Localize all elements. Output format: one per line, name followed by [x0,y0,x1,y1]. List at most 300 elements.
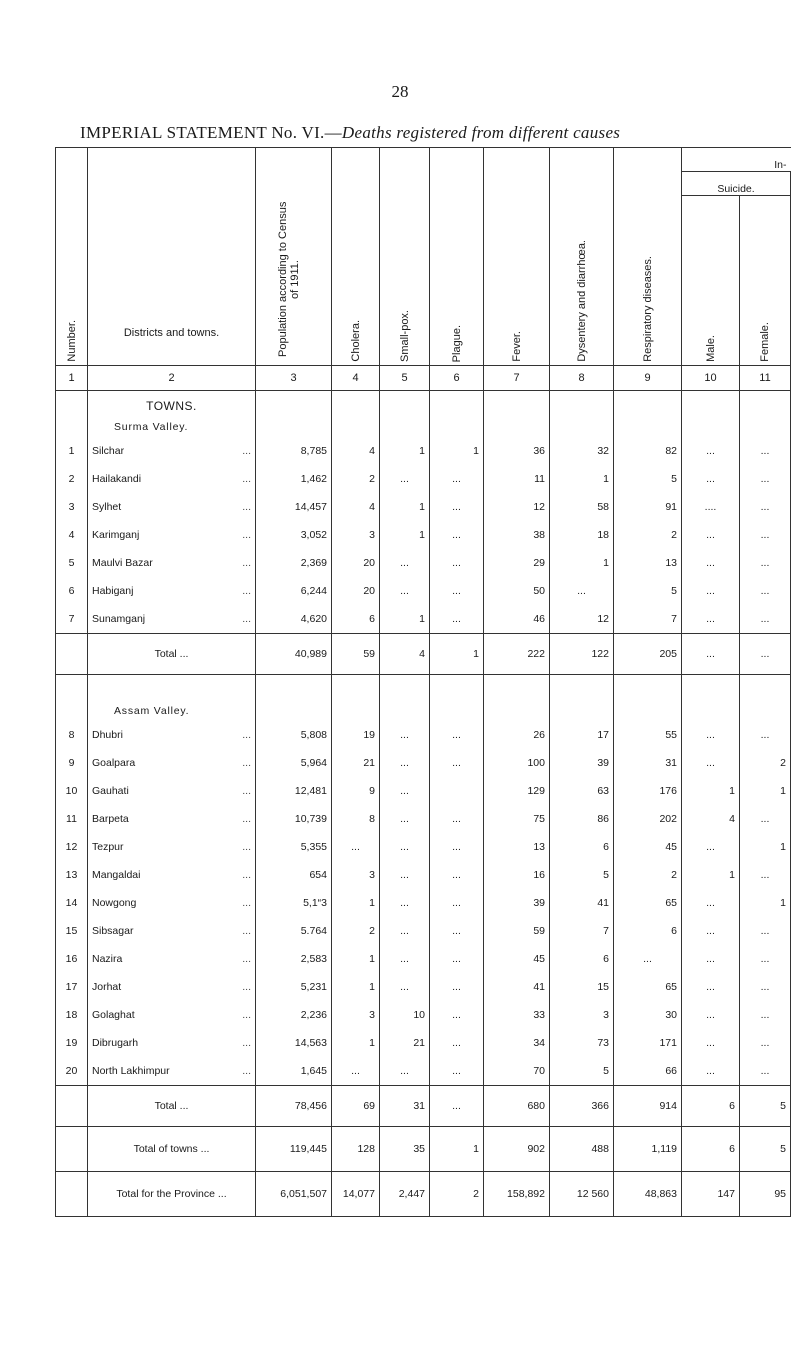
value-cell: 5 [740,1127,791,1172]
value-cell: ... [740,861,791,889]
section-heading [88,675,256,722]
value-cell: 6 [614,917,682,945]
value-cell: ... [740,437,791,465]
row-label: Maulvi Bazar [92,557,153,569]
value-cell: 2 [614,861,682,889]
value-cell: 95 [740,1172,791,1217]
value-cell [682,675,740,722]
value-cell: ... [380,465,430,493]
row-label: Total for the Province ... [88,1172,256,1217]
row-label: Nowgong [92,897,137,909]
column-number: 2 [88,366,256,391]
value-cell [484,391,550,438]
value-cell: 31 [614,749,682,777]
row-number: 8 [56,721,88,749]
value-cell: ... [740,465,791,493]
value-cell: 14,077 [332,1172,380,1217]
value-cell [740,675,791,722]
value-cell: ... [430,889,484,917]
value-cell: ... [380,777,430,805]
value-cell [380,391,430,438]
row-label: North Lakhimpur [92,1065,170,1077]
column-number: 8 [550,366,614,391]
row-label: Golaghat [92,1009,135,1021]
leader-dots: ... [242,1037,251,1049]
value-cell: 14,457 [256,493,332,521]
column-number: 1 [56,366,88,391]
value-cell [380,675,430,722]
table-row [56,437,791,465]
value-cell: 48,863 [614,1172,682,1217]
district-name [88,861,256,889]
header-number: Number. [56,148,88,366]
value-cell: ... [740,917,791,945]
value-cell [256,391,332,438]
row-number: 12 [56,833,88,861]
value-cell: 16 [484,861,550,889]
value-cell: 6 [332,605,380,634]
value-cell: 6 [550,945,614,973]
table-row [56,605,791,634]
value-cell: ... [682,1029,740,1057]
header-female: Female. [740,196,791,366]
value-cell [430,777,484,805]
value-cell: 40,989 [256,634,332,675]
district-name [88,889,256,917]
value-cell: 2 [614,521,682,549]
value-cell: ... [682,889,740,917]
row-number: 17 [56,973,88,1001]
value-cell: ... [430,721,484,749]
value-cell: 914 [614,1086,682,1127]
district-name [88,549,256,577]
value-cell: 128 [332,1127,380,1172]
value-cell: ... [550,577,614,605]
value-cell: 1 [550,549,614,577]
row-number: 14 [56,889,88,917]
leader-dots: ... [242,981,251,993]
row-number: 10 [56,777,88,805]
row-number: 19 [56,1029,88,1057]
value-cell: ... [380,917,430,945]
value-cell: ... [740,945,791,973]
value-cell: 5,355 [256,833,332,861]
value-cell: 2 [740,749,791,777]
value-cell: ... [430,917,484,945]
leader-dots: ... [242,841,251,853]
leader-dots: ... [242,473,251,485]
table-row [56,549,791,577]
value-cell: ... [380,833,430,861]
header-plague: Plague. [430,148,484,366]
value-cell: 32 [550,437,614,465]
value-cell: 14,563 [256,1029,332,1057]
value-cell: 1 [380,605,430,634]
table-row [56,1029,791,1057]
value-cell: ... [430,1029,484,1057]
value-cell: 1 [430,437,484,465]
value-cell: ... [380,861,430,889]
leader-dots: ... [242,557,251,569]
value-cell: ... [740,605,791,634]
value-cell: 1 [740,889,791,917]
value-cell: 3 [332,1001,380,1029]
value-cell: 55 [614,721,682,749]
value-cell: 36 [484,437,550,465]
value-cell: 59 [332,634,380,675]
value-cell: 1 [550,465,614,493]
value-cell: 59 [484,917,550,945]
value-cell: 13 [614,549,682,577]
value-cell: 21 [332,749,380,777]
page-title [80,123,790,143]
value-cell: 3 [550,1001,614,1029]
value-cell [430,675,484,722]
leader-dots: ... [242,501,251,513]
row-label: Hailakandi [92,473,142,485]
value-cell: 41 [484,973,550,1001]
value-cell: 1 [380,437,430,465]
value-cell: 680 [484,1086,550,1127]
value-cell: ... [430,465,484,493]
value-cell: ... [740,1029,791,1057]
value-cell: 34 [484,1029,550,1057]
row-label: Sibsagar [92,925,134,937]
column-number: 10 [682,366,740,391]
value-cell: 7 [550,917,614,945]
table-row [56,577,791,605]
table-row [56,833,791,861]
value-cell: 3 [332,521,380,549]
value-cell: 39 [484,889,550,917]
leader-dots: ... [242,757,251,769]
value-cell [614,391,682,438]
row-label: Jorhat [92,981,122,993]
value-cell: 26 [484,721,550,749]
value-cell: ... [740,493,791,521]
value-cell: ... [380,945,430,973]
value-cell: ... [682,437,740,465]
value-cell: 10 [380,1001,430,1029]
row-label: Silchar [92,445,125,457]
value-cell: ... [682,465,740,493]
district-name [88,973,256,1001]
header-cholera: Cholera. [332,148,380,366]
row-number: 16 [56,945,88,973]
district-name [88,465,256,493]
value-cell: ... [430,861,484,889]
leader-dots: ... [242,925,251,937]
leader-dots: ... [242,953,251,965]
district-name [88,749,256,777]
row-number: 7 [56,605,88,634]
leader-dots: ... [242,1009,251,1021]
value-cell: ... [614,945,682,973]
row-number: 2 [56,465,88,493]
value-cell: 78,456 [256,1086,332,1127]
value-cell: ... [380,749,430,777]
value-cell: 4 [380,634,430,675]
value-cell: 2,583 [256,945,332,973]
value-cell: 31 [380,1086,430,1127]
value-cell: ... [430,493,484,521]
table-row [56,1001,791,1029]
row-number: 4 [56,521,88,549]
value-cell: 1 [430,634,484,675]
value-cell: 1 [682,861,740,889]
value-cell: 2 [332,465,380,493]
value-cell [332,391,380,438]
leader-dots: ... [242,785,251,797]
row-number: 6 [56,577,88,605]
section-subtitle: Assam Valley. [114,705,190,717]
value-cell: 4 [332,437,380,465]
row-number: 15 [56,917,88,945]
value-cell: 147 [682,1172,740,1217]
value-cell: 5.764 [256,917,332,945]
district-name [88,805,256,833]
value-cell: 902 [484,1127,550,1172]
value-cell: 6,051,507 [256,1172,332,1217]
value-cell: 5,808 [256,721,332,749]
value-cell: ... [740,973,791,1001]
value-cell: ... [740,721,791,749]
value-cell: 202 [614,805,682,833]
value-cell: 2,447 [380,1172,430,1217]
district-name [88,917,256,945]
row-label: Total ... [88,1086,256,1127]
table-row [56,917,791,945]
title-main: IMPERIAL STATEMENT No. VI.— [80,123,342,142]
value-cell: 5,1“3 [256,889,332,917]
value-cell: 129 [484,777,550,805]
value-cell: 17 [550,721,614,749]
leader-dots: ... [242,869,251,881]
value-cell: 20 [332,577,380,605]
column-number: 7 [484,366,550,391]
row-label: Sunamganj [92,613,146,625]
value-cell: 1,645 [256,1057,332,1086]
section-heading [88,391,256,438]
value-cell: ... [682,749,740,777]
value-cell: 75 [484,805,550,833]
row-number: 3 [56,493,88,521]
table-row [56,861,791,889]
value-cell: ... [682,973,740,1001]
header-male: Male. [682,196,740,366]
table-row [56,521,791,549]
value-cell: ... [682,1057,740,1086]
row-number: 5 [56,549,88,577]
value-cell: 69 [332,1086,380,1127]
column-number: 9 [614,366,682,391]
header-fever: Fever. [484,148,550,366]
row-label: Nazira [92,953,123,965]
table-row [56,945,791,973]
total-towns-row [56,1127,791,1172]
value-cell: 11 [484,465,550,493]
district-name [88,493,256,521]
row-label: Tezpur [92,841,124,853]
value-cell: 1,119 [614,1127,682,1172]
value-cell [550,675,614,722]
value-cell: 5,964 [256,749,332,777]
value-cell: ... [682,1001,740,1029]
value-cell: .... [682,493,740,521]
value-cell: ... [740,549,791,577]
column-number: 11 [740,366,791,391]
value-cell: ... [682,605,740,634]
leader-dots: ... [242,445,251,457]
value-cell: 3,052 [256,521,332,549]
value-cell: 10,739 [256,805,332,833]
row-label: Dhubri [92,729,123,741]
value-cell: 6 [682,1086,740,1127]
value-cell: 2 [430,1172,484,1217]
page-number: 28 [391,82,409,101]
table-row [56,1057,791,1086]
table-row [56,889,791,917]
value-cell: 4 [332,493,380,521]
column-number: 5 [380,366,430,391]
leader-dots: ... [242,813,251,825]
value-cell: ... [380,721,430,749]
value-cell: 12 [550,605,614,634]
section-subtitle: Surma Valley. [114,421,189,433]
column-number-row [56,366,791,391]
row-number: 11 [56,805,88,833]
leader-dots: ... [242,613,251,625]
value-cell: ... [332,833,380,861]
value-cell: 1 [332,973,380,1001]
value-cell [256,675,332,722]
value-cell: ... [430,973,484,1001]
table-row [56,493,791,521]
value-cell: 41 [550,889,614,917]
value-cell: ... [682,917,740,945]
value-cell: 1 [430,1127,484,1172]
value-cell: 100 [484,749,550,777]
value-cell: 222 [484,634,550,675]
value-cell [484,675,550,722]
header-districts: Districts and towns. [88,148,256,366]
value-cell: 2,236 [256,1001,332,1029]
value-cell: 6 [682,1127,740,1172]
value-cell: 12 560 [550,1172,614,1217]
value-cell: 1 [332,889,380,917]
table-row [56,777,791,805]
value-cell: 20 [332,549,380,577]
value-cell: 488 [550,1127,614,1172]
value-cell: ... [380,577,430,605]
value-cell: 119,445 [256,1127,332,1172]
row-number [56,634,88,675]
value-cell: ... [740,805,791,833]
section-heading-row [56,391,791,438]
value-cell: 5 [614,465,682,493]
row-number [56,1127,88,1172]
header-suicide: Suicide. [682,172,791,196]
value-cell: ... [682,945,740,973]
value-cell: 12 [484,493,550,521]
value-cell: 5 [614,577,682,605]
value-cell: 38 [484,521,550,549]
row-number: 18 [56,1001,88,1029]
row-number: 20 [56,1057,88,1086]
table-row [56,749,791,777]
row-number [56,675,88,722]
value-cell: ... [740,1001,791,1029]
value-cell: 1 [380,521,430,549]
leader-dots: ... [242,729,251,741]
total-province-row [56,1172,791,1217]
value-cell: 2 [332,917,380,945]
value-cell: 6,244 [256,577,332,605]
title-italic: Deaths registered from different causes [341,123,621,142]
value-cell: ... [740,521,791,549]
header-respiratory: Respiratory diseases. [614,148,682,366]
table-row [56,805,791,833]
value-cell [550,391,614,438]
value-cell: 4,620 [256,605,332,634]
value-cell: ... [430,945,484,973]
row-number: 13 [56,861,88,889]
deaths-table [55,147,791,1217]
value-cell: 205 [614,634,682,675]
value-cell: 65 [614,973,682,1001]
value-cell: ... [380,973,430,1001]
row-label: Goalpara [92,757,136,769]
total-row [56,1086,791,1127]
value-cell: ... [380,1057,430,1086]
header-smallpox: Small-pox. [380,148,430,366]
value-cell: 66 [614,1057,682,1086]
value-cell: 171 [614,1029,682,1057]
value-cell: 70 [484,1057,550,1086]
value-cell [682,391,740,438]
value-cell: 5 [550,1057,614,1086]
value-cell: ... [430,1057,484,1086]
leader-dots: ... [242,529,251,541]
value-cell: 35 [380,1127,430,1172]
value-cell: 82 [614,437,682,465]
table-row [56,465,791,493]
value-cell [332,675,380,722]
column-number: 6 [430,366,484,391]
value-cell: ... [380,805,430,833]
header-injuries-group: In- [682,148,791,172]
district-name [88,521,256,549]
header-dysentery: Dysentery and diarrhœa. [550,148,614,366]
value-cell: 1 [332,1029,380,1057]
value-cell: 1,462 [256,465,332,493]
row-number [56,1172,88,1217]
column-number: 3 [256,366,332,391]
value-cell: 1 [380,493,430,521]
value-cell: 50 [484,577,550,605]
section-heading-row [56,675,791,722]
value-cell: ... [430,749,484,777]
value-cell: 18 [550,521,614,549]
leader-dots: ... [242,897,251,909]
value-cell: 86 [550,805,614,833]
row-label: Habiganj [92,585,134,597]
value-cell [614,675,682,722]
row-number [56,391,88,438]
value-cell: 8 [332,805,380,833]
value-cell: 1 [332,945,380,973]
district-name [88,1001,256,1029]
